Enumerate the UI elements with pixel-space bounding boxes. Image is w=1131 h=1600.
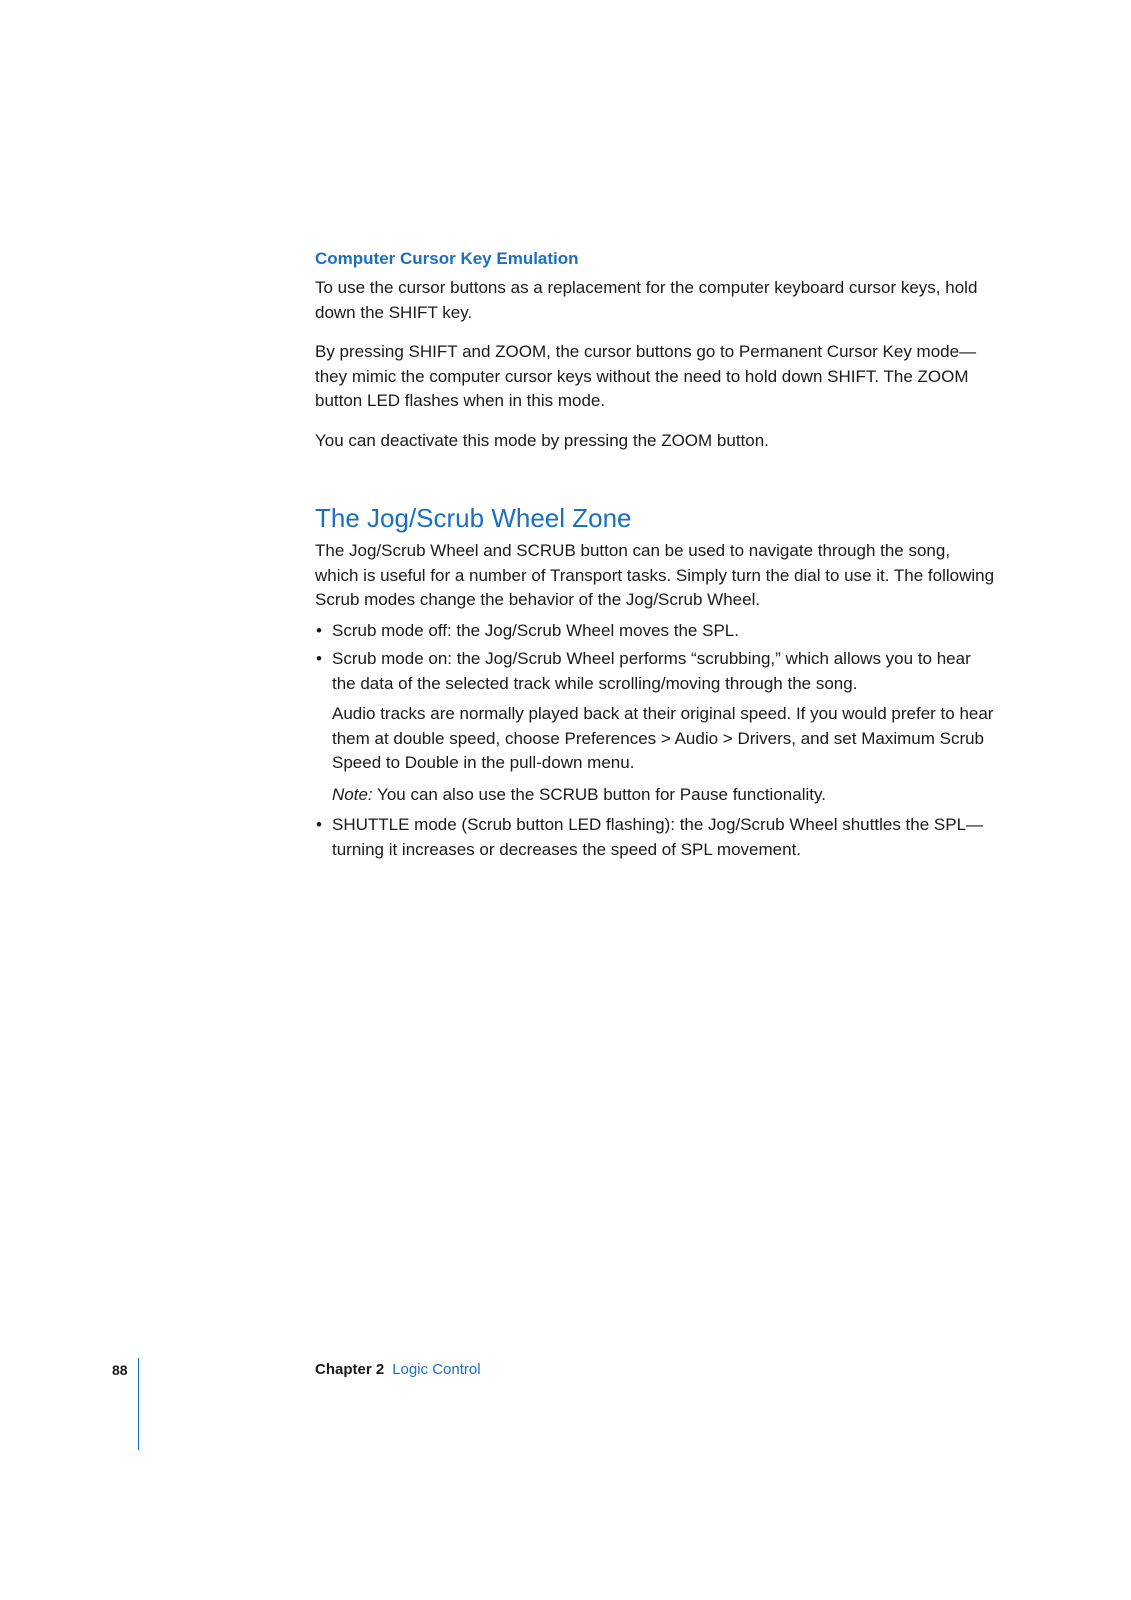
- list-item-text: Scrub mode on: the Jog/Scrub Wheel performs “scrubbing,” which allows you to hear the data of the selected track while scrolling/moving through the song.: [332, 649, 971, 693]
- bullet-list: [315, 619, 995, 863]
- section-title: The Jog/Scrub Wheel Zone: [315, 503, 632, 533]
- chapter-label: Chapter 2: [315, 1361, 385, 1378]
- list-item-text: SHUTTLE mode (Scrub button LED flashing): the Jog/Scrub Wheel shuttles the SPL—turning it increases or decreases the speed of SPL movement.: [332, 815, 984, 859]
- paragraph: You can deactivate this mode by pressing the ZOOM button.: [315, 430, 769, 450]
- note: [332, 783, 995, 808]
- note-text: You can also use the SCRUB button for Pause functionality.: [372, 784, 826, 804]
- list-item: [315, 619, 995, 644]
- list-item: [315, 813, 995, 862]
- section-intro: The Jog/Scrub Wheel and SCRUB button can be used to navigate through the song, which is useful for a number of Transport tasks. Simply turn the dial to use it. The following Scrub modes change the behavior of the Jog/Scrub Wheel.: [315, 541, 995, 609]
- list-item-detail: Audio tracks are normally played back at their original speed. If you would prefer to hear them at double speed, choose Preferences > Audio > Drivers, and set Maximum Scrub Speed to Double in the pull-down menu.: [332, 704, 994, 772]
- list-item-text: Scrub mode off: the Jog/Scrub Wheel moves the SPL.: [332, 620, 739, 640]
- chapter-title: Logic Control: [392, 1361, 481, 1378]
- bullet-icon: •: [316, 649, 322, 668]
- note-label: Note:: [332, 784, 373, 804]
- paragraph: To use the cursor buttons as a replacement for the computer keyboard cursor keys, hold down the SHIFT key.: [315, 278, 978, 322]
- bullet-icon: •: [316, 815, 322, 834]
- paragraph: By pressing SHIFT and ZOOM, the cursor buttons go to Permanent Cursor Key mode—they mimic the computer cursor keys without the need to hold down SHIFT. The ZOOM button LED flashes when in this mode.: [315, 342, 977, 410]
- page-number: 88: [112, 1362, 128, 1378]
- bullet-icon: •: [316, 620, 322, 640]
- subsection-heading: Computer Cursor Key Emulation: [315, 249, 579, 268]
- list-item: [315, 647, 995, 807]
- page-content: [315, 248, 995, 866]
- footer-chapter: [315, 1361, 481, 1378]
- footer-divider: [138, 1358, 139, 1450]
